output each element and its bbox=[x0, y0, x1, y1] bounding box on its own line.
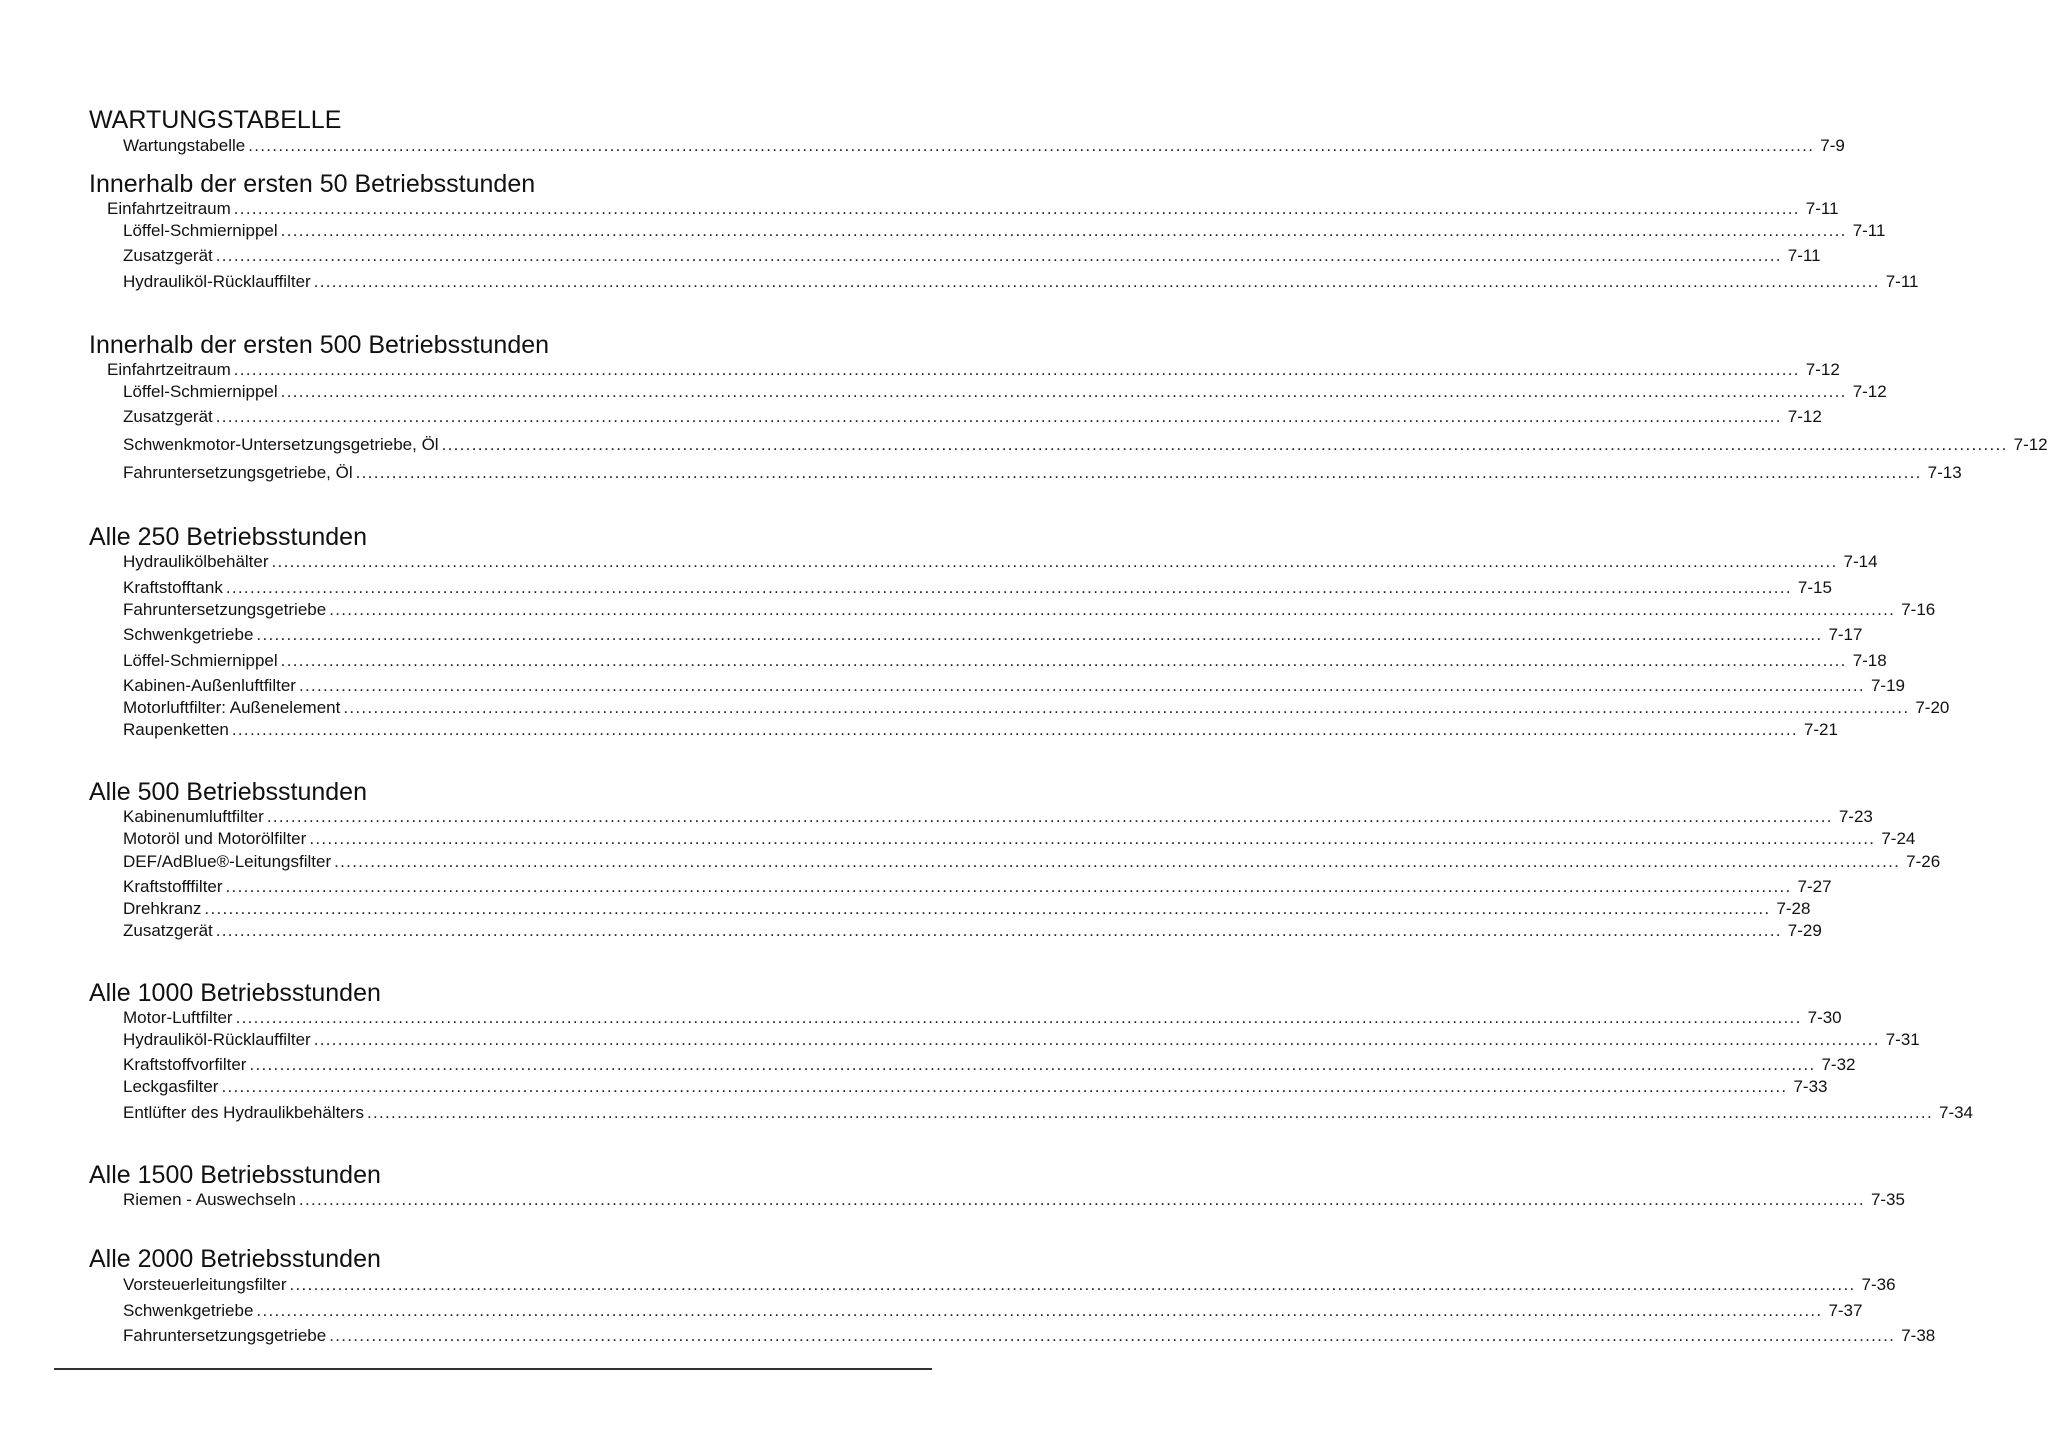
toc-entry[interactable] bbox=[123, 461, 1962, 483]
toc-entry-page: 7-15 bbox=[1797, 578, 1832, 597]
toc-entry-page: 7-35 bbox=[1870, 1190, 1905, 1209]
toc-entry-label: Wartungstabelle bbox=[123, 136, 246, 155]
dot-leader: .................................................................................................................................................................................................................................................................... bbox=[329, 1326, 1896, 1345]
dot-leader: .................................................................................................................................................................................................................................................................... bbox=[289, 1275, 1856, 1294]
toc-entry[interactable] bbox=[123, 219, 1886, 241]
toc-entry[interactable] bbox=[123, 1006, 1842, 1028]
section-heading: Alle 1500 Betriebsstunden bbox=[89, 1161, 381, 1189]
dot-leader: .................................................................................................................................................................................................................................................................... bbox=[441, 435, 2008, 454]
toc-entry[interactable] bbox=[123, 718, 1838, 740]
dot-leader: .................................................................................................................................................................................................................................................................... bbox=[225, 877, 1792, 896]
dot-leader: .................................................................................................................................................................................................................................................................... bbox=[249, 1055, 1816, 1074]
toc-entry-label: Schwenkgetriebe bbox=[123, 1301, 254, 1320]
toc-entry[interactable] bbox=[123, 649, 1887, 671]
section-heading: Alle 1000 Betriebsstunden bbox=[89, 979, 381, 1007]
toc-entry[interactable] bbox=[123, 405, 1822, 427]
dot-leader: .................................................................................................................................................................................................................................................................... bbox=[343, 698, 1910, 717]
toc-entry[interactable] bbox=[123, 827, 1916, 849]
toc-entry-label: Zusatzgerät bbox=[123, 246, 213, 265]
toc-entry-label: Schwenkmotor-Untersetzungsgetriebe, Öl bbox=[123, 435, 439, 454]
dot-leader: .................................................................................................................................................................................................................................................................... bbox=[280, 382, 1847, 401]
dot-leader: .................................................................................................................................................................................................................................................................... bbox=[271, 552, 1838, 571]
toc-entry[interactable] bbox=[123, 1101, 1974, 1123]
toc-entry-label: Motor-Luftfilter bbox=[123, 1008, 233, 1027]
toc-entry-label: Entlüfter des Hydraulikbehälters bbox=[123, 1103, 364, 1122]
toc-entry-page: 7-21 bbox=[1803, 720, 1838, 739]
toc-entry[interactable] bbox=[123, 674, 1905, 696]
section-heading: Alle 250 Betriebsstunden bbox=[89, 523, 367, 551]
toc-entry-page: 7-13 bbox=[1927, 463, 1962, 482]
toc-entry-label: Hydrauliköl-Rücklauffilter bbox=[123, 1030, 311, 1049]
bottom-rule bbox=[54, 1368, 932, 1370]
toc-entry[interactable] bbox=[123, 1028, 1920, 1050]
toc-entry-label: Kraftstoffvorfilter bbox=[123, 1055, 247, 1074]
toc-entry-label: Hydrauliköl-Rücklauffilter bbox=[123, 272, 311, 291]
toc-entry-page: 7-16 bbox=[1901, 600, 1936, 619]
dot-leader: .................................................................................................................................................................................................................................................................... bbox=[233, 360, 1800, 379]
toc-entry[interactable] bbox=[123, 1188, 1905, 1210]
dot-leader: .................................................................................................................................................................................................................................................................... bbox=[256, 1301, 1823, 1320]
toc-entry[interactable] bbox=[123, 623, 1863, 645]
section-heading: Alle 500 Betriebsstunden bbox=[89, 778, 367, 806]
toc-entry[interactable] bbox=[123, 1075, 1828, 1097]
toc-entry-label: Einfahrtzeitraum bbox=[107, 199, 231, 218]
toc-entry-label: Riemen - Auswechseln bbox=[123, 1190, 296, 1209]
dot-leader: .................................................................................................................................................................................................................................................................... bbox=[309, 829, 1876, 848]
toc-entry-label: Leckgasfilter bbox=[123, 1077, 219, 1096]
dot-leader: .................................................................................................................................................................................................................................................................... bbox=[221, 1077, 1788, 1096]
toc-entry-page: 7-11 bbox=[1787, 246, 1821, 265]
toc-entry-label: Löffel-Schmiernippel bbox=[123, 651, 278, 670]
toc-entry-label: Kraftstofffilter bbox=[123, 877, 223, 896]
toc-entry-page: 7-11 bbox=[1805, 199, 1839, 218]
toc-entry-label: Fahruntersetzungsgetriebe bbox=[123, 1326, 327, 1345]
toc-entry-page: 7-30 bbox=[1807, 1008, 1842, 1027]
toc-entry[interactable] bbox=[123, 433, 2048, 455]
toc-entry[interactable] bbox=[123, 244, 1821, 266]
toc-entry-label: Schwenkgetriebe bbox=[123, 625, 254, 644]
toc-entry[interactable] bbox=[123, 1324, 1936, 1346]
toc-entry-label: DEF/AdBlue®-Leitungsfilter bbox=[123, 852, 332, 871]
dot-leader: .................................................................................................................................................................................................................................................................... bbox=[235, 1008, 1802, 1027]
toc-entry-page: 7-33 bbox=[1793, 1077, 1828, 1096]
toc-entry-page: 7-11 bbox=[1885, 272, 1919, 291]
toc-entry-page: 7-24 bbox=[1881, 829, 1916, 848]
toc-entry[interactable] bbox=[123, 919, 1822, 941]
toc-entry-page: 7-36 bbox=[1861, 1275, 1896, 1294]
toc-entry-label: Löffel-Schmiernippel bbox=[123, 382, 278, 401]
toc-entry-label: Hydraulikölbehälter bbox=[123, 552, 269, 571]
toc-entry-page: 7-37 bbox=[1828, 1301, 1863, 1320]
toc-entry-page: 7-9 bbox=[1820, 136, 1845, 155]
dot-leader: .................................................................................................................................................................................................................................................................... bbox=[231, 720, 1798, 739]
toc-entry[interactable] bbox=[123, 380, 1887, 402]
section-heading: Alle 2000 Betriebsstunden bbox=[89, 1245, 381, 1273]
dot-leader: .................................................................................................................................................................................................................................................................... bbox=[355, 463, 1922, 482]
toc-entry-page: 7-17 bbox=[1828, 625, 1863, 644]
toc-entry[interactable] bbox=[123, 134, 1845, 156]
toc-entry-page: 7-18 bbox=[1852, 651, 1887, 670]
toc-entry[interactable] bbox=[123, 1273, 1896, 1295]
dot-leader: .................................................................................................................................................................................................................................................................... bbox=[248, 136, 1815, 155]
toc-entry-page: 7-12 bbox=[2013, 435, 2048, 454]
dot-leader: .................................................................................................................................................................................................................................................................... bbox=[280, 651, 1847, 670]
toc-entry[interactable] bbox=[107, 197, 1839, 219]
toc-entry-page: 7-38 bbox=[1901, 1326, 1936, 1345]
toc-entry-page: 7-34 bbox=[1938, 1103, 1974, 1122]
toc-entry[interactable] bbox=[123, 550, 1878, 572]
toc-entry-page: 7-29 bbox=[1787, 921, 1822, 940]
dot-leader: .................................................................................................................................................................................................................................................................... bbox=[215, 246, 1782, 265]
toc-entry[interactable] bbox=[123, 696, 1950, 718]
toc-entry[interactable] bbox=[123, 875, 1832, 897]
dot-leader: .................................................................................................................................................................................................................................................................... bbox=[334, 852, 1901, 871]
toc-entry-page: 7-26 bbox=[1906, 852, 1941, 871]
toc-entry-page: 7-12 bbox=[1805, 360, 1840, 379]
toc-entry[interactable] bbox=[123, 576, 1832, 598]
dot-leader: .................................................................................................................................................................................................................................................................... bbox=[298, 1190, 1865, 1209]
toc-entry-page: 7-11 bbox=[1852, 221, 1886, 240]
dot-leader: .................................................................................................................................................................................................................................................................... bbox=[215, 921, 1782, 940]
toc-entry-page: 7-14 bbox=[1843, 552, 1878, 571]
dot-leader: .................................................................................................................................................................................................................................................................... bbox=[313, 1030, 1880, 1049]
toc-entry-label: Vorsteuerleitungsfilter bbox=[123, 1275, 287, 1294]
section-heading: WARTUNGSTABELLE bbox=[89, 106, 342, 134]
toc-entry-page: 7-27 bbox=[1797, 877, 1832, 896]
dot-leader: .................................................................................................................................................................................................................................................................... bbox=[280, 221, 1847, 240]
toc-entry-label: Einfahrtzeitraum bbox=[107, 360, 231, 379]
toc-entry-label: Kabinenumluftfilter bbox=[123, 807, 264, 826]
toc-entry[interactable] bbox=[123, 1053, 1856, 1075]
toc-entry-label: Raupenketten bbox=[123, 720, 229, 739]
dot-leader: .................................................................................................................................................................................................................................................................... bbox=[204, 899, 1771, 918]
toc-entry[interactable] bbox=[123, 850, 1941, 872]
toc-entry-label: Zusatzgerät bbox=[123, 407, 213, 426]
toc-entry-page: 7-19 bbox=[1870, 676, 1905, 695]
toc-entry-label: Motoröl und Motorölfilter bbox=[123, 829, 307, 848]
toc-entry[interactable] bbox=[123, 598, 1936, 620]
toc-entry-label: Fahruntersetzungsgetriebe bbox=[123, 600, 327, 619]
dot-leader: .................................................................................................................................................................................................................................................................... bbox=[233, 199, 1800, 218]
toc-entry-page: 7-20 bbox=[1915, 698, 1950, 717]
toc-entry-label: Drehkranz bbox=[123, 899, 202, 918]
dot-leader: .................................................................................................................................................................................................................................................................... bbox=[313, 272, 1880, 291]
dot-leader: .................................................................................................................................................................................................................................................................... bbox=[266, 807, 1833, 826]
toc-entry[interactable] bbox=[123, 1299, 1863, 1321]
toc-entry[interactable] bbox=[107, 358, 1840, 380]
toc-entry[interactable] bbox=[123, 897, 1811, 919]
toc-entry-label: Kraftstofftank bbox=[123, 578, 223, 597]
toc-entry[interactable] bbox=[123, 270, 1919, 292]
toc-entry-page: 7-12 bbox=[1852, 382, 1887, 401]
toc-entry-page: 7-32 bbox=[1821, 1055, 1856, 1074]
dot-leader: .................................................................................................................................................................................................................................................................... bbox=[225, 578, 1792, 597]
dot-leader: .................................................................................................................................................................................................................................................................... bbox=[298, 676, 1865, 695]
dot-leader: .................................................................................................................................................................................................................................................................... bbox=[329, 600, 1896, 619]
section-heading: Innerhalb der ersten 50 Betriebsstunden bbox=[89, 170, 536, 198]
toc-entry-page: 7-23 bbox=[1838, 807, 1873, 826]
toc-entry-label: Kabinen-Außenluftfilter bbox=[123, 676, 296, 695]
toc-entry-page: 7-31 bbox=[1885, 1030, 1920, 1049]
toc-entry[interactable] bbox=[123, 805, 1873, 827]
dot-leader: .................................................................................................................................................................................................................................................................... bbox=[215, 407, 1782, 426]
toc-entry-label: Zusatzgerät bbox=[123, 921, 213, 940]
section-heading: Innerhalb der ersten 500 Betriebsstunden bbox=[89, 331, 550, 359]
toc-entry-label: Fahruntersetzungsgetriebe, Öl bbox=[123, 463, 353, 482]
toc-entry-label: Löffel-Schmiernippel bbox=[123, 221, 278, 240]
dot-leader: .................................................................................................................................................................................................................................................................... bbox=[256, 625, 1823, 644]
toc-entry-page: 7-12 bbox=[1787, 407, 1822, 426]
dot-leader: .................................................................................................................................................................................................................................................................... bbox=[366, 1103, 1933, 1122]
toc-entry-page: 7-28 bbox=[1776, 899, 1811, 918]
toc-entry-label: Motorluftfilter: Außenelement bbox=[123, 698, 341, 717]
